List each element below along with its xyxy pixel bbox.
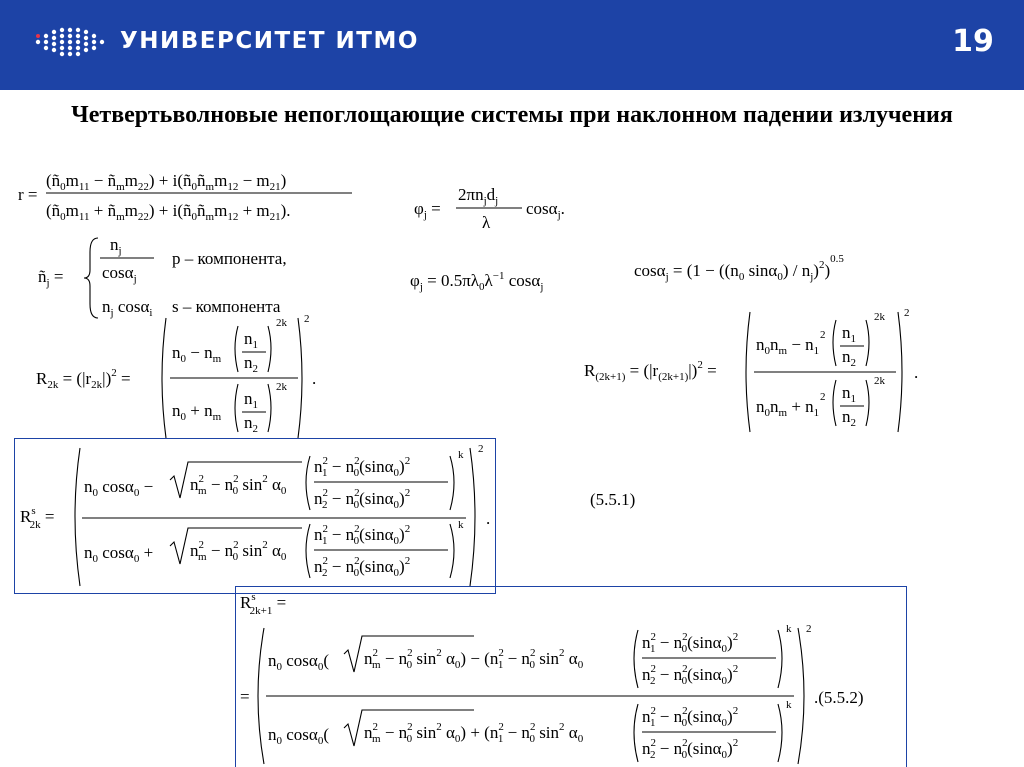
svg-text:cosαj: cosα$_j$ bbox=[102, 263, 137, 285]
svg-text:cosαj = (1 − ((n0 sinα0) / nj): $\cos\alpha_j = (1 - ((n_0$ $\sin\alpha_0) / n_j)^2)^{0.5}$ bbox=[634, 253, 844, 283]
svg-text:2: 2 bbox=[820, 391, 826, 403]
p-component-label: p – компонента, bbox=[172, 249, 287, 268]
r-numerator: ($ñ_0m_{11}$ − $ñ_mm_{22}$) + $i(ñ_0ñ_mm_{12} - m_{21})$ bbox=[46, 171, 287, 193]
r-denominator: ($ñ_0m_{11}$ + $ñ_mm_{22}$) + $i(ñ_0ñ_mm_{12} + m_{21})$. bbox=[46, 201, 291, 223]
svg-text:Rs2k =: $R^s$ 2k = bbox=[20, 505, 55, 531]
svg-text:n0 cosα0(: $n_0$ cosα$_0$( bbox=[268, 725, 329, 747]
svg-text:n0nm + n1: $n_0n_m + n_1$ bbox=[756, 397, 820, 419]
svg-text:2k: 2k bbox=[276, 317, 287, 329]
formula-R-2k-plus-1 bbox=[584, 308, 924, 438]
svg-text:n21 − n20(sinα0)2: $n^2$ $1 - n^2$ $0(\sin\alpha_0)^2$ bbox=[642, 631, 739, 655]
svg-text:=: = bbox=[240, 687, 250, 706]
svg-text:n22 − n20(sinα0)2: $n^2$ $2 - n^2$ $0(\sin\alpha_0)^2$ bbox=[642, 663, 739, 687]
svg-text:2k: 2k bbox=[276, 381, 287, 393]
formula-R-s-2k-plus-1 bbox=[238, 590, 902, 767]
formula-phi-j-approx bbox=[410, 266, 590, 296]
formula-R-s-2k bbox=[18, 442, 496, 592]
svg-text:2k: 2k bbox=[874, 311, 885, 323]
svg-text:n22 − n20(sinα0)2: $n^2$ $2 - n^2$ $0(\sin\alpha_0)^2$ bbox=[314, 555, 411, 579]
svg-text:ñj =: $ñ_j$ = bbox=[38, 267, 64, 289]
svg-text:Rs2k+1 =: $R^s$ 2k+1 = bbox=[240, 591, 287, 617]
svg-text:n1: $n_1$ bbox=[244, 329, 258, 351]
svg-text:.: . bbox=[914, 363, 919, 382]
svg-text:n2: $n_2$ bbox=[842, 347, 856, 369]
svg-text:k: k bbox=[458, 449, 464, 461]
svg-text:n1: $n_1$ bbox=[842, 383, 856, 405]
formula-phi-j bbox=[412, 182, 582, 236]
svg-text:n0 − nm: $n_0 - n_m$ bbox=[172, 343, 222, 365]
svg-text:n1: $n_1$ bbox=[842, 323, 856, 345]
page-number: 19 bbox=[952, 24, 994, 59]
formula-cos-alpha-j bbox=[634, 248, 904, 286]
svg-text:n2m − n20 sin2 α0: $n^2$ $m - n^2$ 0 $\sin^2 \alpha_0$ bbox=[190, 473, 287, 497]
svg-text:R2k = (|r2k|)2 =: $R_{2k} = (|r_{2k}|)^2$ = bbox=[36, 367, 131, 391]
s-component-label: s – компонента bbox=[172, 297, 281, 316]
svg-text:k: k bbox=[786, 623, 792, 635]
svg-text:n2: $n_2$ bbox=[842, 407, 856, 429]
svg-text:n0 cosα0 −: $n_0$ cosα$_0$ − bbox=[84, 477, 154, 499]
equation-number-5-5-2: .(5.5.2) bbox=[814, 688, 864, 707]
formula-effective-index bbox=[36, 232, 326, 324]
svg-text:2πnjdj: $2\pi n_jd_j$ bbox=[458, 185, 499, 207]
svg-text:2: 2 bbox=[304, 313, 310, 325]
svg-text:n21 − n20(sinα0)2: $n^2$ $1 - n^2$ $0(\sin\alpha_0)^2$ bbox=[314, 455, 411, 479]
svg-text:n21 − n20(sinα0)2: $n^2$ $1 - n^2$ $0(\sin\alpha_0)^2$ bbox=[314, 523, 411, 547]
svg-text:2: 2 bbox=[820, 329, 826, 341]
svg-text:R(2k+1) = (|r(2k+1)|)2 =: $R_{(2k+1)} = (|r_{(2k+1)}|)^2$ = bbox=[584, 359, 717, 383]
svg-text:n0 cosα0 +: $n_0$ cosα$_0$ + bbox=[84, 543, 154, 565]
formula-r bbox=[16, 162, 366, 228]
svg-text:k: k bbox=[458, 519, 464, 531]
svg-text:n21 − n20(sinα0)2: $n^2$ $1 - n^2$ $0(\sin\alpha_0)^2$ bbox=[642, 705, 739, 729]
svg-text:n0 + nm: $n_0 + n_m$ bbox=[172, 401, 222, 423]
svg-text:φj = 0.5πλ0λ−1 cosαj: $\varphi_j = 0.5\pi\lambda_0\lambda^{-1}$ cosα$_j$ bbox=[410, 270, 544, 293]
svg-text:n0 cosα0(: $n_0$ cosα$_0$( bbox=[268, 651, 329, 673]
svg-text:2: 2 bbox=[478, 443, 484, 455]
svg-text:n22 − n20(sinα0)2: $n^2$ $2 - n^2$ $0(\sin\alpha_0)^2$ bbox=[314, 487, 411, 511]
svg-text:φj =: $\varphi_j$ = bbox=[414, 199, 441, 221]
svg-text:λ: λ bbox=[482, 213, 491, 232]
itmo-logo-icon bbox=[34, 26, 108, 58]
svg-text:n2m − n20 sin2 α0) − (n21 − n2: $n^2$ $m - n^2$ 0 $\sin^2 \alpha_0) - (n^2$ $1 - n^2$ 0 $\sin^2 \alpha_0$ bbox=[364, 647, 584, 671]
svg-text:2k: 2k bbox=[874, 375, 885, 387]
formula-R-2k bbox=[36, 312, 336, 442]
svg-text:k: k bbox=[786, 699, 792, 711]
svg-text:2: 2 bbox=[806, 623, 812, 635]
svg-text:n2m − n20 sin2 α0: $n^2$ $m - n^2$ 0 $\sin^2 \alpha_0$ bbox=[190, 539, 287, 563]
svg-text:nj cosαi: $n_j$ cosα$_i$ bbox=[102, 297, 153, 319]
svg-text:n2m − n20 sin2 α0) + (n21 − n2: $n^2$ $m - n^2$ 0 $\sin^2 \alpha_0) + (n^2$ $1 - n^2$ 0 $\sin^2 \alpha_0$ bbox=[364, 721, 584, 745]
svg-text:n22 − n20(sinα0)2: $n^2$ $2 - n^2$ $0(\sin\alpha_0)^2$ bbox=[642, 737, 739, 761]
brand-name: УНИВЕРСИТЕТ ИТМО bbox=[120, 28, 419, 54]
svg-text:2: 2 bbox=[904, 307, 910, 319]
svg-text:n0nm − n1: $n_0n_m - n_1$ bbox=[756, 335, 820, 357]
svg-text:n2: $n_2$ bbox=[244, 353, 258, 375]
svg-text:n2: $n_2$ bbox=[244, 413, 258, 435]
svg-text:nj: $n_j$ bbox=[110, 235, 122, 257]
header-bar bbox=[0, 0, 1024, 90]
svg-text:r =: r = bbox=[18, 185, 38, 204]
svg-text:.: . bbox=[312, 369, 317, 388]
slide-title: Четвертьволновые непоглощающие системы при наклонном падении излучения bbox=[71, 102, 953, 128]
equation-number-5-5-1: (5.5.1) bbox=[590, 490, 636, 509]
svg-text:cosαj.: cosα$_j$. bbox=[526, 199, 565, 221]
svg-text:.: . bbox=[486, 509, 491, 528]
svg-text:n1: $n_1$ bbox=[244, 389, 258, 411]
